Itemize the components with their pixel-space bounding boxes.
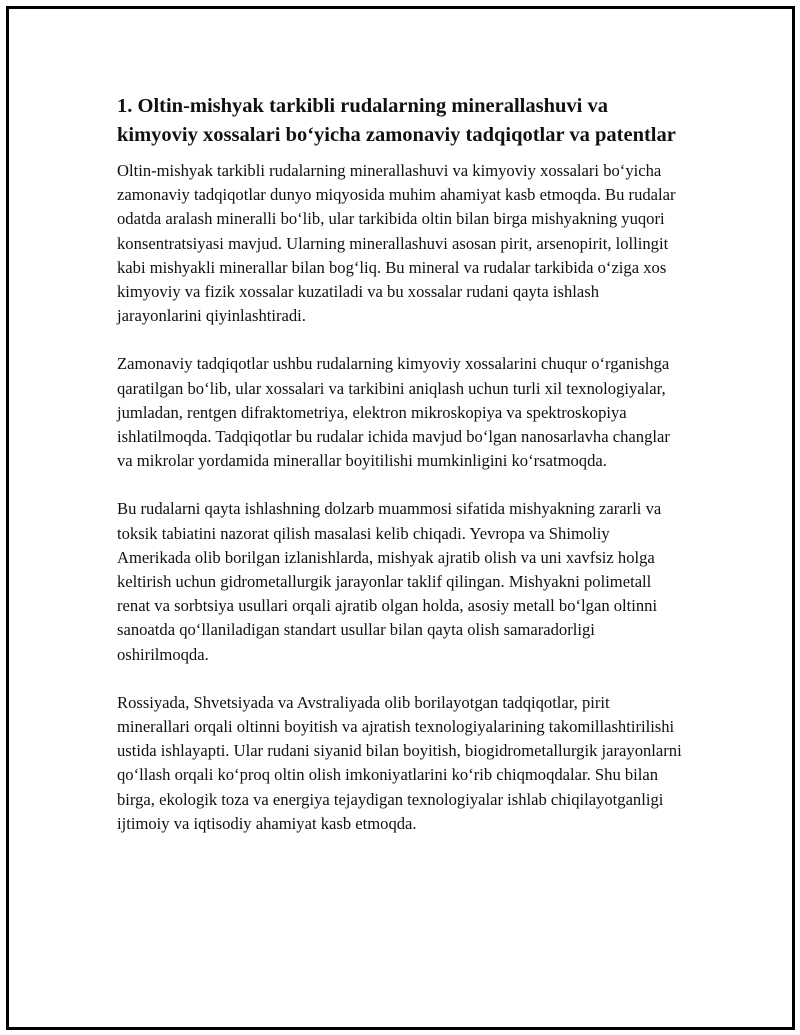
paragraph-4: Rossiyada, Shvetsiyada va Avstraliyada olib borilayotgan tadqiqotlar, pirit minerallari orqali oltinni boyitish va ajratish texnologiyalarining takomillashtirilishi ustida ishlayapti. Ular rudani siyanid bilan boyitish, biogidrometallurgik jarayonlarni qo‘llash orqali ko‘proq oltin olish imkoniyatlarini ko‘rib chiqmoqdalar. Shu bilan birga, ekologik toza va energiya tejaydigan texnologiyalar ishlab chiqilayotganligi ijtimoiy va iqtisodiy ahamiyat kasb etmoqda.	[117, 692, 682, 833]
section-heading: 1. Oltin-mishyak tarkibli rudalarning minerallashuvi va kimyoviy xossalari bo‘yicha zamonaviy tadqiqotlar va patentlar	[117, 95, 676, 146]
paragraph-2: Zamonaviy tadqiqotlar ushbu rudalarning kimyoviy xossalarini chuqur o‘rganishga qaratilgan bo‘lib, ular xossalari va tarkibini aniqlash uchun turli xil texnologiyalar, jumladan, rentgen difraktometriya, elektron mikroskopiya va spektroskopiya ishlatilmoqda. Tadqiqotlar bu rudalar ichida mavjud bo‘lgan nanosarlavha changlar va mikrolar yordamida minerallar boyitilishi mumkinligini ko‘rsatmoqda.	[117, 354, 670, 471]
paragraph-3: Bu rudalarni qayta ishlashning dolzarb muammosi sifatida mishyakning zararli va toksik tabiatini nazorat qilish masalasi kelib chiqadi. Yevropa va Shimoliy Amerikada olib borilgan izlanishlarda, mishyak ajratib olish va uni xavfsiz holga keltirish uchun gidrometallurgik jarayonlar taklif qilingan. Mishyakni polimetall renat va sorbtsiya usullari orqali ajratib olgan holda, asosiy metall bo‘lgan oltinni sanoatda qo‘llaniladigan standart usullar bilan qayta olish samaradorligi oshirilmoqda.	[117, 499, 662, 664]
document-body	[117, 92, 683, 860]
paragraph-1: Oltin-mishyak tarkibli rudalarning minerallashuvi va kimyoviy xossalari bo‘yicha zamonaviy tadqiqotlar dunyo miqyosida muhim ahamiyat kasb etmoqda. Bu rudalar odatda aralash mineralli bo‘lib, ular tarkibida oltin bilan birga mishyakning yuqori konsentratsiyasi mavjud. Ularning minerallashuvi asosan pirit, arsenopirit, lollingit kabi mishyakli minerallar bilan bog‘liq. Bu mineral va rudalar tarkibida o‘ziga xos kimyoviy va fizik xossalar kuzatiladi va bu xossalar rudani qayta ishlash jarayonlarini qiyinlashtiradi.	[117, 161, 676, 326]
